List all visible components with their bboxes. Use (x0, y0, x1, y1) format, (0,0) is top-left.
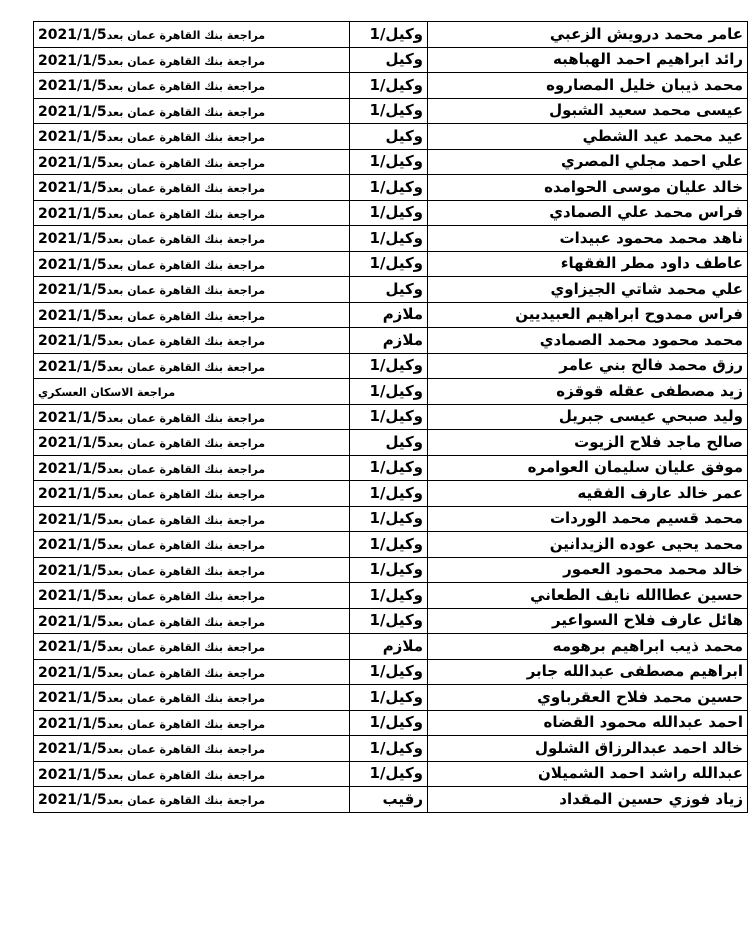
name-cell: موفق عليان سليمان العوامره (428, 455, 748, 481)
rank-cell: وكيل/1 (350, 73, 428, 99)
note-cell: مراجعة بنك القاهرة عمان بعد2021/1/5 (34, 328, 350, 354)
name-cell: خالد محمد محمود العمور (428, 557, 748, 583)
rank-cell: وكيل/1 (350, 608, 428, 634)
table-row (34, 532, 748, 558)
note-cell: مراجعة بنك القاهرة عمان بعد2021/1/5 (34, 251, 350, 277)
table-row (34, 634, 748, 660)
table-row (34, 761, 748, 787)
note-cell: مراجعة بنك القاهرة عمان بعد2021/1/5 (34, 124, 350, 150)
table-row (34, 47, 748, 73)
note-cell: مراجعة بنك القاهرة عمان بعد2021/1/5 (34, 98, 350, 124)
table-row (34, 22, 748, 48)
note-cell: مراجعة بنك القاهرة عمان بعد2021/1/5 (34, 583, 350, 609)
rank-cell: ملازم (350, 302, 428, 328)
rank-cell: وكيل (350, 430, 428, 456)
rank-cell: وكيل/1 (350, 710, 428, 736)
table-row (34, 73, 748, 99)
note-cell: مراجعة بنك القاهرة عمان بعد2021/1/5 (34, 73, 350, 99)
name-cell: خالد احمد عبدالرزاق الشلول (428, 736, 748, 762)
rank-cell: وكيل/1 (350, 659, 428, 685)
rank-cell: وكيل (350, 124, 428, 150)
name-cell: حسين محمد فلاح العقرباوي (428, 685, 748, 711)
table-row (34, 251, 748, 277)
name-cell: هائل عارف فلاح السواعير (428, 608, 748, 634)
rank-cell: وكيل/1 (350, 22, 428, 48)
table-row (34, 328, 748, 354)
note-cell: مراجعة بنك القاهرة عمان بعد2021/1/5 (34, 47, 350, 73)
table-row (34, 124, 748, 150)
rank-cell: وكيل/1 (350, 736, 428, 762)
rank-cell: وكيل/1 (350, 455, 428, 481)
note-cell: مراجعة بنك القاهرة عمان بعد2021/1/5 (34, 302, 350, 328)
note-cell: مراجعة بنك القاهرة عمان بعد2021/1/5 (34, 608, 350, 634)
name-cell: محمد محمود محمد الصمادي (428, 328, 748, 354)
rank-cell: رقيب (350, 787, 428, 813)
table-row (34, 557, 748, 583)
table-row (34, 404, 748, 430)
name-cell: صالح ماجد فلاح الزيوت (428, 430, 748, 456)
rank-cell: وكيل/1 (350, 532, 428, 558)
rank-cell: وكيل/1 (350, 379, 428, 405)
name-cell: وليد صبحي عيسى جبريل (428, 404, 748, 430)
note-cell: مراجعة بنك القاهرة عمان بعد2021/1/5 (34, 557, 350, 583)
note-cell: مراجعة بنك القاهرة عمان بعد2021/1/5 (34, 787, 350, 813)
note-cell: مراجعة بنك القاهرة عمان بعد2021/1/5 (34, 659, 350, 685)
rank-cell: وكيل/1 (350, 583, 428, 609)
name-cell: محمد يحيى عوده الزيدانين (428, 532, 748, 558)
note-cell: مراجعة بنك القاهرة عمان بعد2021/1/5 (34, 200, 350, 226)
note-cell: مراجعة بنك القاهرة عمان بعد2021/1/5 (34, 226, 350, 252)
table-row (34, 200, 748, 226)
name-cell: خالد عليان موسى الحوامده (428, 175, 748, 201)
table-row (34, 506, 748, 532)
note-cell: مراجعة بنك القاهرة عمان بعد2021/1/5 (34, 634, 350, 660)
table-row (34, 226, 748, 252)
table-row (34, 277, 748, 303)
rank-cell: وكيل/1 (350, 98, 428, 124)
name-cell: احمد عبدالله محمود القضاه (428, 710, 748, 736)
rank-cell: وكيل/1 (350, 251, 428, 277)
rank-cell: ملازم (350, 328, 428, 354)
name-cell: عيد محمد عيد الشطي (428, 124, 748, 150)
name-cell: عامر محمد درويش الزعبي (428, 22, 748, 48)
table-row (34, 455, 748, 481)
table-row (34, 659, 748, 685)
note-cell: مراجعة بنك القاهرة عمان بعد2021/1/5 (34, 506, 350, 532)
name-cell: رزق محمد فالح بني عامر (428, 353, 748, 379)
name-cell: زياد فوزي حسين المقداد (428, 787, 748, 813)
table-row (34, 481, 748, 507)
table-row (34, 710, 748, 736)
name-cell: علي محمد شاتي الجيزاوي (428, 277, 748, 303)
rank-cell: وكيل/1 (350, 149, 428, 175)
name-cell: ابراهيم مصطفى عبدالله جابر (428, 659, 748, 685)
note-cell: مراجعة بنك القاهرة عمان بعد2021/1/5 (34, 710, 350, 736)
note-cell: مراجعة بنك القاهرة عمان بعد2021/1/5 (34, 404, 350, 430)
note-cell: مراجعة بنك القاهرة عمان بعد2021/1/5 (34, 685, 350, 711)
name-cell: محمد قسيم محمد الوردات (428, 506, 748, 532)
rank-cell: وكيل/1 (350, 557, 428, 583)
note-cell: مراجعة بنك القاهرة عمان بعد2021/1/5 (34, 277, 350, 303)
name-cell: علي احمد مجلي المصري (428, 149, 748, 175)
rank-cell: وكيل/1 (350, 200, 428, 226)
rank-cell: وكيل/1 (350, 506, 428, 532)
note-cell: مراجعة بنك القاهرة عمان بعد2021/1/5 (34, 455, 350, 481)
name-cell: محمد ذيب ابراهيم برهومه (428, 634, 748, 660)
name-cell: فراس ممدوح ابراهيم العبيديين (428, 302, 748, 328)
rank-cell: ملازم (350, 634, 428, 660)
table-row (34, 736, 748, 762)
table-row (34, 353, 748, 379)
table-row (34, 787, 748, 813)
note-cell: مراجعة بنك القاهرة عمان بعد2021/1/5 (34, 22, 350, 48)
table-row (34, 379, 748, 405)
name-cell: زيد مصطفى عقله قوقزه (428, 379, 748, 405)
name-cell: عاطف داود مطر الفقهاء (428, 251, 748, 277)
note-cell: مراجعة بنك القاهرة عمان بعد2021/1/5 (34, 761, 350, 787)
table-row (34, 149, 748, 175)
name-cell: فراس محمد علي الصمادي (428, 200, 748, 226)
name-cell: رائد ابراهيم احمد الهباهبه (428, 47, 748, 73)
table-row (34, 430, 748, 456)
personnel-table (33, 21, 748, 813)
note-cell: مراجعة بنك القاهرة عمان بعد2021/1/5 (34, 481, 350, 507)
table-row (34, 583, 748, 609)
table-row (34, 685, 748, 711)
rank-cell: وكيل/1 (350, 685, 428, 711)
name-cell: ناهد محمد محمود عبيدات (428, 226, 748, 252)
rank-cell: وكيل/1 (350, 481, 428, 507)
rank-cell: وكيل/1 (350, 175, 428, 201)
table-row (34, 175, 748, 201)
note-cell: مراجعة بنك القاهرة عمان بعد2021/1/5 (34, 736, 350, 762)
note-cell: مراجعة بنك القاهرة عمان بعد2021/1/5 (34, 175, 350, 201)
rank-cell: وكيل/1 (350, 353, 428, 379)
name-cell: عيسى محمد سعيد الشبول (428, 98, 748, 124)
rank-cell: وكيل (350, 277, 428, 303)
name-cell: عمر خالد عارف الفقيه (428, 481, 748, 507)
rank-cell: وكيل/1 (350, 761, 428, 787)
table-row (34, 302, 748, 328)
note-cell: مراجعة بنك القاهرة عمان بعد2021/1/5 (34, 353, 350, 379)
rank-cell: وكيل/1 (350, 404, 428, 430)
rank-cell: وكيل/1 (350, 226, 428, 252)
note-cell: مراجعة بنك القاهرة عمان بعد2021/1/5 (34, 149, 350, 175)
personnel-table-body (34, 22, 748, 813)
note-cell: مراجعة بنك القاهرة عمان بعد2021/1/5 (34, 430, 350, 456)
note-cell: مراجعة الاسكان العسكري (34, 379, 350, 405)
name-cell: عبدالله راشد احمد الشميلان (428, 761, 748, 787)
name-cell: محمد ذيبان خليل المصاروه (428, 73, 748, 99)
rank-cell: وكيل (350, 47, 428, 73)
table-row (34, 98, 748, 124)
note-cell: مراجعة بنك القاهرة عمان بعد2021/1/5 (34, 532, 350, 558)
table-row (34, 608, 748, 634)
name-cell: حسين عطاالله نايف الطعاني (428, 583, 748, 609)
